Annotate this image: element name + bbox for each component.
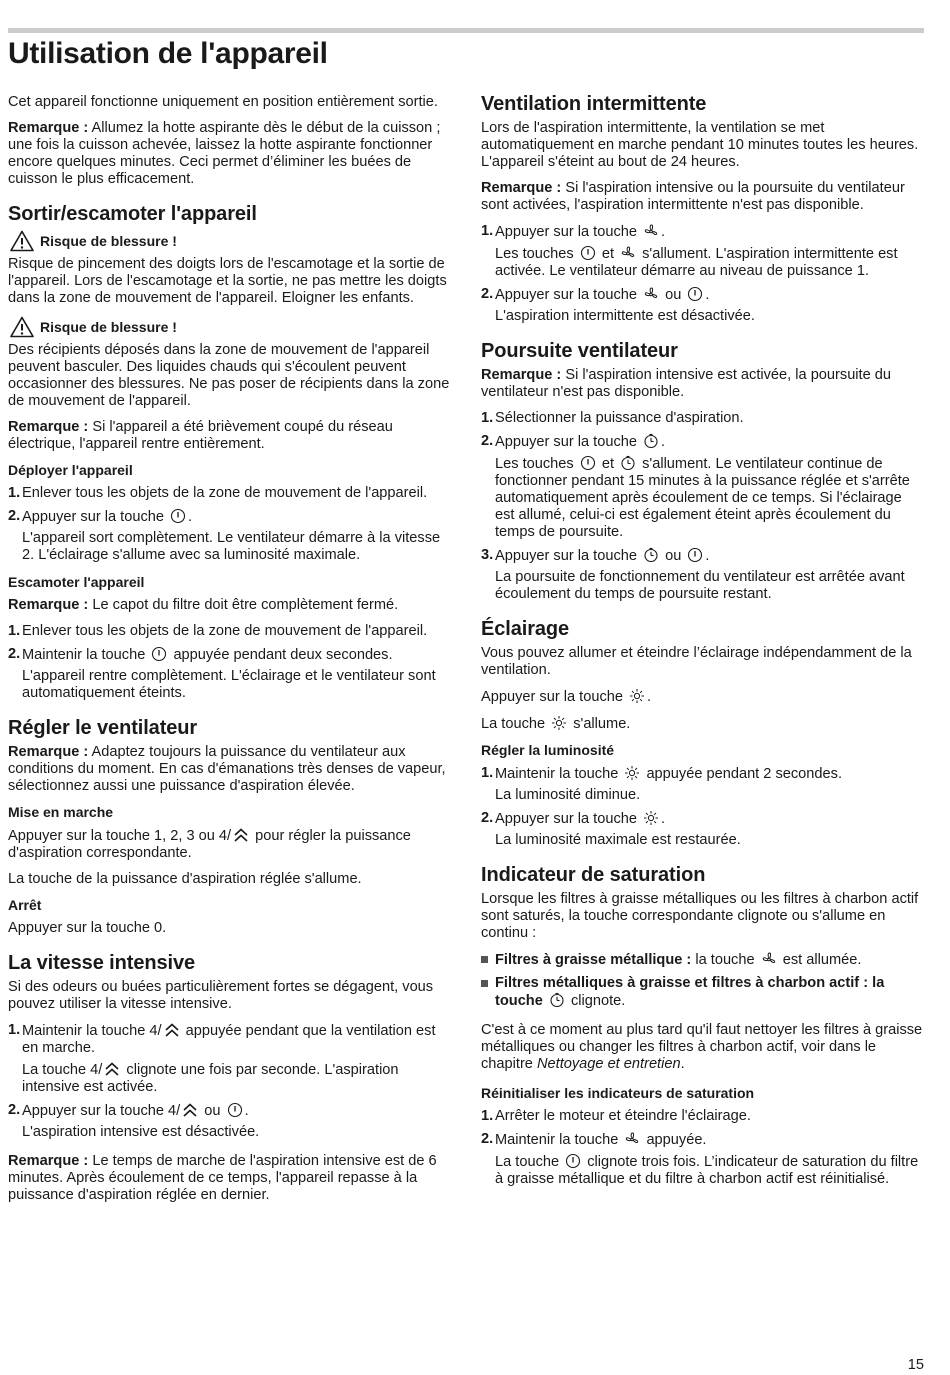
- power-icon: [565, 1153, 581, 1169]
- text: et: [601, 246, 614, 262]
- remark-text: Allumez la hotte aspirante dès le début de la cuisson ; une fois la cuisson achevée, laissez la hotte aspirante fonctionner encore quelques minutes. Ceci permet d’éliminer les buées de cuisson le plus efficacement.: [8, 120, 441, 187]
- text: La touche: [481, 716, 546, 732]
- step-text: Maintenir la touche: [22, 647, 146, 663]
- power-icon: [227, 1102, 243, 1118]
- subheading-retract: Escamoter l'appareil: [8, 574, 145, 590]
- step-result: L'aspiration intermittente est désactivée.: [495, 308, 755, 324]
- text: .: [680, 1056, 685, 1072]
- light-icon: [624, 765, 640, 781]
- step-text: appuyée pendant deux secondes.: [173, 647, 393, 663]
- warning-label: Risque de blessure !: [40, 318, 177, 335]
- step-text: .: [244, 1103, 249, 1119]
- step-number: 3.: [481, 547, 494, 563]
- page-number: 15: [907, 1357, 924, 1373]
- warning-icon: [10, 316, 34, 338]
- warning-heading: [8, 316, 450, 338]
- text: La touche 4/: [22, 1062, 103, 1078]
- paragraph: La touche de la puissance d'aspiration réglée s'allume.: [8, 871, 362, 887]
- paragraph: [481, 715, 923, 733]
- light-icon: [551, 715, 567, 731]
- step-result: La luminosité diminue.: [495, 787, 641, 803]
- text: s'allume.: [573, 716, 631, 732]
- step-text: appuyée.: [646, 1132, 707, 1148]
- section-title-run-on: Poursuite ventilateur: [481, 340, 678, 362]
- remark: [8, 597, 450, 614]
- power-icon: [580, 455, 596, 471]
- remark: [481, 367, 923, 401]
- remark-text: Si l'appareil a été brièvement coupé du réseau électrique, l'appareil rentre entièrement.: [8, 419, 393, 452]
- step-text: .: [188, 509, 193, 525]
- step-text: Appuyer sur la touche: [22, 509, 164, 525]
- remark-text: Le capot du filtre doit être complètement fermé.: [92, 597, 399, 613]
- fan-icon: [643, 286, 659, 302]
- step: [481, 410, 923, 427]
- text: est allumée.: [782, 952, 862, 968]
- step-result: [495, 245, 923, 280]
- step: [8, 1022, 450, 1096]
- step-text: Maintenir la touche: [495, 766, 619, 782]
- step-number: 2.: [481, 1131, 494, 1147]
- step-result: La poursuite de fonctionnement du ventilateur est arrêtée avant écoulement du temps de poursuite restant.: [495, 569, 905, 602]
- step-text: Enlever tous les objets de la zone de mouvement de l'appareil.: [22, 623, 428, 639]
- text: et: [601, 456, 614, 472]
- step-text: ou: [665, 548, 682, 564]
- step-text: Enlever tous les objets de la zone de mouvement de l'appareil.: [22, 485, 428, 501]
- text: Appuyer sur la touche: [481, 689, 623, 705]
- section-title-fan: Régler le ventilateur: [8, 717, 198, 739]
- remark-label: Remarque :: [8, 120, 89, 136]
- text: Filtres à graisse métallique :: [495, 952, 692, 968]
- fan-icon: [620, 245, 636, 261]
- text: Les touches: [495, 456, 574, 472]
- paragraph: Lorsque les filtres à graisse métalliques ou les filtres à charbon actif sont saturés, la touche correspondante clignote ou s'allume en continu :: [481, 891, 919, 941]
- power-icon: [580, 245, 596, 261]
- warning-heading: [8, 230, 450, 252]
- timer-icon: [643, 433, 659, 449]
- step-text: ou: [665, 287, 682, 303]
- intensive-icon: [104, 1061, 120, 1077]
- warning-label: Risque de blessure !: [40, 232, 177, 249]
- step-number: 1.: [8, 485, 21, 501]
- step-text: .: [661, 434, 666, 450]
- header-rule: [8, 28, 924, 33]
- step: [8, 623, 450, 640]
- step-text: Appuyer sur la touche: [495, 811, 637, 827]
- step-number: 1.: [481, 410, 494, 426]
- intro-text: Cet appareil fonctionne uniquement en position entièrement sortie.: [8, 94, 438, 110]
- remark: [8, 419, 450, 453]
- step-number: 1.: [481, 765, 494, 781]
- step-text: ou: [204, 1103, 221, 1119]
- section-title-lighting: Éclairage: [481, 618, 570, 640]
- paragraph: Si des odeurs ou buées particulièrement fortes se dégagent, vous pouvez utiliser la vitesse intensive.: [8, 979, 434, 1012]
- step-number: 2.: [8, 1102, 21, 1118]
- step-number: 1.: [481, 223, 494, 239]
- subheading-reset: Réinitialiser les indicateurs de saturation: [481, 1085, 755, 1101]
- step: [8, 1102, 450, 1141]
- bullet-marker: [481, 980, 488, 987]
- timer-icon: [620, 455, 636, 471]
- light-icon: [629, 688, 645, 704]
- list-item: [481, 951, 923, 969]
- step-text: .: [705, 287, 710, 303]
- paragraph: Appuyer sur la touche 0.: [8, 920, 167, 936]
- text: s'allument. Le ventilateur continue de fonctionner pendant 15 minutes à la puissance réglée et s'arrête automatiquement après écoulement de ce temps. Si l'éclairage est allumé, celui-ci est également éteint après écoulement du temps de poursuite.: [495, 456, 910, 540]
- bullet-marker: [481, 956, 488, 963]
- power-icon: [151, 646, 167, 662]
- step-text: .: [705, 548, 710, 564]
- step: [481, 547, 923, 603]
- intensive-icon: [164, 1022, 180, 1038]
- step: [8, 485, 450, 502]
- remark-label: Remarque :: [481, 367, 562, 383]
- warning-text: Risque de pincement des doigts lors de l'escamotage et la sortie de l'appareil. Lors de l'escamotage et la sortie, ne pas mettre les doigts dans la zone de mouvement de l'appareil. Eloigner les enfants.: [8, 256, 447, 306]
- fan-icon: [761, 951, 777, 967]
- step-result: L'aspiration intensive est désactivée.: [22, 1124, 260, 1140]
- paragraph: [8, 827, 450, 862]
- fan-icon: [624, 1131, 640, 1147]
- section-title-saturation: Indicateur de saturation: [481, 864, 706, 886]
- step: [481, 1108, 923, 1125]
- power-icon: [687, 547, 703, 563]
- subheading-brightness: Régler la luminosité: [481, 742, 615, 758]
- step-number: 1.: [8, 623, 21, 639]
- step-text: Appuyer sur la touche: [495, 224, 637, 240]
- text: la touche: [695, 952, 755, 968]
- remark-label: Remarque :: [8, 597, 89, 613]
- remark: [8, 744, 450, 795]
- remark-label: Remarque :: [8, 419, 89, 435]
- step-text: Maintenir la touche: [495, 1132, 619, 1148]
- step-text: Appuyer sur la touche: [495, 287, 637, 303]
- step: [8, 508, 450, 564]
- remark-text: Si l'aspiration intensive ou la poursuite du ventilateur sont activées, l'aspiration intermittente n'est pas disponible.: [481, 180, 905, 213]
- step-result: L'appareil sort complètement. Le ventilateur démarre à la vitesse 2. L'éclairage s'allume avec sa luminosité maximale.: [22, 530, 441, 563]
- step-text: .: [661, 811, 666, 827]
- section-title-intermittent: Ventilation intermittente: [481, 93, 707, 115]
- step-result: [22, 1061, 450, 1096]
- step-number: 2.: [481, 810, 494, 826]
- step-result: [495, 1153, 923, 1188]
- left-column: [8, 94, 450, 1213]
- fan-icon: [643, 223, 659, 239]
- step: [481, 433, 923, 541]
- step-number: 2.: [481, 433, 494, 449]
- step-text: Arrêter le moteur et éteindre l'éclairage.: [495, 1108, 751, 1124]
- step-result: La luminosité maximale est restaurée.: [495, 832, 741, 848]
- timer-icon: [549, 992, 565, 1008]
- text: pour régler la puissance d'aspiration correspondante.: [8, 828, 411, 861]
- paragraph: Lors de l'aspiration intermittente, la ventilation se met automatiquement en marche pendant 10 minutes toutes les heures. L'appareil s'éteint au bout de 24 heures.: [481, 120, 919, 170]
- subheading-off: Arrêt: [8, 897, 42, 913]
- step-text: Appuyer sur la touche 4/: [22, 1103, 181, 1119]
- subheading-on: Mise en marche: [8, 804, 114, 820]
- intro-remark: [8, 120, 450, 188]
- step-result: [495, 455, 923, 541]
- text: clignote.: [570, 993, 626, 1009]
- step: [481, 286, 923, 325]
- step: [8, 646, 450, 702]
- step-text: Sélectionner la puissance d'aspiration.: [495, 410, 744, 426]
- step-number: 2.: [481, 286, 494, 302]
- list-item: [481, 975, 923, 1010]
- text: .: [647, 689, 652, 705]
- remark: [8, 1153, 450, 1204]
- text: Filtres métalliques à graisse et filtres à charbon actif : la touche: [495, 975, 885, 1009]
- page-title: Utilisation de l'appareil: [8, 37, 328, 70]
- step: [481, 810, 923, 849]
- step-text: appuyée pendant que la ventilation est en marche.: [22, 1023, 436, 1056]
- chapter-reference: Nettoyage et entretien: [536, 1056, 681, 1072]
- step: [481, 1131, 923, 1188]
- remark-text: Le temps de marche de l'aspiration intensive est de 6 minutes. Après écoulement de ce temps, l'appareil repasse à la puissance d'aspiration réglée en dernier.: [8, 1153, 437, 1203]
- light-icon: [643, 810, 659, 826]
- intensive-icon: [182, 1102, 198, 1118]
- warning-icon: [10, 230, 34, 252]
- text: Appuyer sur la touche 1, 2, 3 ou 4/: [8, 828, 232, 844]
- text: C'est à ce moment au plus tard qu'il faut nettoyer les filtres à graisse métalliques ou changer les filtres à charbon actif, voir dans le chapitre: [481, 1022, 923, 1072]
- subheading-deploy: Déployer l'appareil: [8, 462, 133, 478]
- remark-text: Si l'aspiration intensive est activée, la poursuite du ventilateur n'est pas disponible.: [481, 367, 892, 400]
- step-text: Appuyer sur la touche: [495, 548, 637, 564]
- section-title-intensive: La vitesse intensive: [8, 952, 195, 974]
- step-number: 2.: [8, 508, 21, 524]
- remark-label: Remarque :: [481, 180, 562, 196]
- paragraph: [481, 688, 923, 706]
- text: clignote trois fois. L’indicateur de saturation du filtre à graisse métallique et du filtre à charbon actif est réinitialisé.: [495, 1154, 919, 1187]
- power-icon: [170, 508, 186, 524]
- remark-label: Remarque :: [8, 1153, 89, 1169]
- text: La touche: [495, 1154, 560, 1170]
- step-number: 2.: [8, 646, 21, 662]
- text: clignote une fois par seconde. L'aspiration intensive est activée.: [22, 1062, 399, 1095]
- text: s'allument. L'aspiration intermittente est activée. Le ventilateur démarre au niveau de puissance 1.: [495, 246, 898, 279]
- intensive-icon: [233, 827, 249, 843]
- section-title-retract: Sortir/escamoter l'appareil: [8, 203, 257, 225]
- step-text: .: [661, 224, 666, 240]
- remark: [481, 180, 923, 214]
- paragraph: Vous pouvez allumer et éteindre l’éclairage indépendamment de la ventilation.: [481, 645, 912, 678]
- right-column: [481, 92, 923, 1194]
- power-icon: [687, 286, 703, 302]
- timer-icon: [643, 547, 659, 563]
- remark-text: Adaptez toujours la puissance du ventilateur aux conditions du moment. En cas d'émanations très denses de vapeur, sélectionnez aussi une puissance d'aspiration élevée.: [8, 744, 446, 794]
- step: [481, 765, 923, 804]
- paragraph: [481, 1022, 923, 1073]
- remark-label: Remarque :: [8, 744, 89, 760]
- step-number: 1.: [481, 1108, 494, 1124]
- step-result: L'appareil rentre complètement. L'éclairage et le ventilateur sont automatiquement éteints.: [22, 668, 436, 701]
- step-text: appuyée pendant 2 secondes.: [646, 766, 842, 782]
- text: Les touches: [495, 246, 574, 262]
- step-number: 1.: [8, 1022, 21, 1038]
- step: [481, 223, 923, 280]
- warning-text: Des récipients déposés dans la zone de mouvement de l'appareil peuvent basculer. Des liquides chauds qui s'écoulent peuvent occasionner des blessures. Ne pas poser de récipients dans la zone de mouvement de l'appareil.: [8, 342, 450, 409]
- step-text: Maintenir la touche 4/: [22, 1023, 162, 1039]
- step-text: Appuyer sur la touche: [495, 434, 637, 450]
